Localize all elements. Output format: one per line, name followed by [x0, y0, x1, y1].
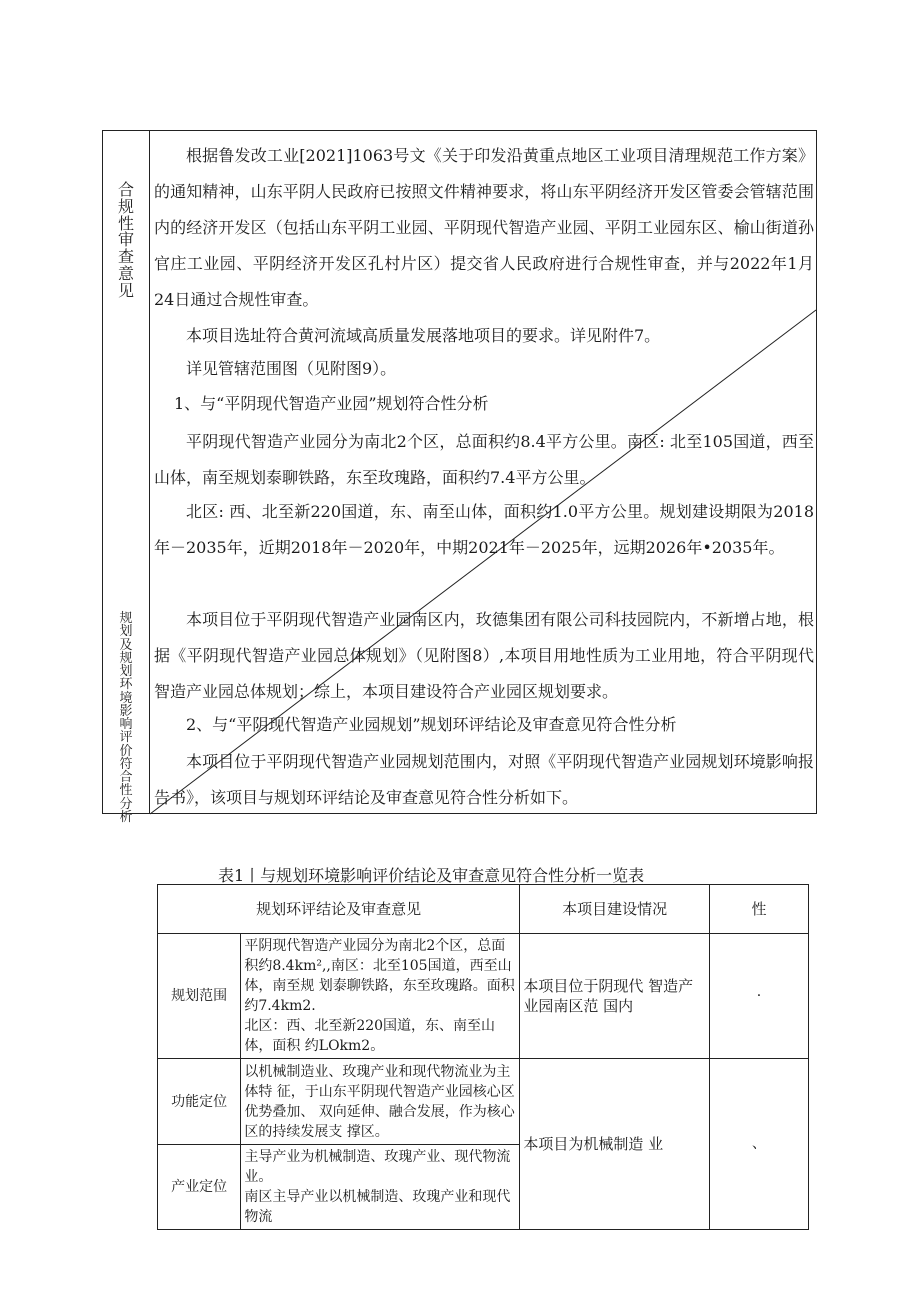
- heading-section-1: 1、与“平阴现代智造产业园”规划符合性分析: [174, 394, 489, 413]
- row-project: 本项目位于阴现代 智造产业园南区范 国内: [520, 934, 710, 1059]
- table-header-row: [158, 885, 809, 934]
- row-category: 产业定位: [158, 1145, 241, 1230]
- paragraph-yellow-river: 本项目选址符合黄河流域高质量发展落地项目的要求。详见附件7。: [186, 326, 661, 345]
- side-label-char: 规: [119, 611, 133, 626]
- row-project: 本项目为机械制造 业: [520, 1059, 710, 1230]
- side-label-char: 环: [119, 677, 133, 693]
- table-row: [158, 934, 809, 1059]
- side-label-char: 规: [117, 196, 134, 216]
- side-label-char: 分: [119, 796, 133, 812]
- table-caption: 表1丨与规划环境影响评价结论及审查意见符合性分析一览表: [218, 866, 645, 885]
- header-conformity: 性: [709, 885, 808, 934]
- side-label-char: 性: [117, 213, 134, 233]
- side-label-char: 划: [119, 664, 133, 679]
- side-label-char: 析: [119, 809, 133, 825]
- row-content: 主导产业为机械制造、玫瑰产业、现代物流业。 南区主导产业以机械制造、玫瑰产业和现代物流: [241, 1145, 520, 1230]
- row-content: 平阴现代智造产业园分为南北2个区，总面积约8.4km²,,南区：北至105国道，西至山体，南至规 划泰聊铁路，东至玫瑰路。面积约7.4km2. 北区：西、北至新220国道，东、南至山体，面积 约LOkm2。: [241, 934, 520, 1059]
- row-category: 功能定位: [158, 1059, 241, 1145]
- row-content: 以机械制造业、玫瑰产业和现代物流业为主体特 征，于山东平阴现代智造产业园核心区优势叠加、 双向延伸、融合发展，作为核心区的持续发展支 撑区。: [241, 1059, 520, 1145]
- row-category: 规划范围: [158, 934, 241, 1059]
- side-label-char: 意: [117, 263, 134, 283]
- heading-section-2: 2、与“平阴现代智造产业园规划”规划环评结论及审查意见符合性分析: [186, 715, 677, 734]
- paragraph-park-south: 平阴现代智造产业园分为南北2个区，总面积约8.4平方公里。南区: 北至105国道，西至山体，南至规划泰聊铁路，东至玫瑰路，面积约7.4平方公里。: [154, 432, 814, 487]
- side-label-char: 境: [119, 690, 133, 706]
- side-label-char: 评: [119, 730, 133, 746]
- row-conformity: ·: [709, 934, 808, 1059]
- side-label-compliance: [116, 182, 136, 300]
- side-label-char: 响: [119, 717, 133, 732]
- side-label-char: 审: [117, 230, 134, 250]
- paragraph-compliance: 根据鲁发改工业[2021]1063号文《关于印发沿黄重点地区工业项目清理规范工作方案》的通知精神，山东平阴人民政府已按照文件精神要求，将山东平阴经济开发区管委会管辖范围内的经济开发区（包括山东平阴工业园、平阴现代智造产业园、平阴工业园东区、榆山街道孙官庄工业园、平阴经济开发区孔村片区）提交省人民政府进行合规性审查，并与2022年1月24日通过合规性审查。: [154, 146, 814, 309]
- side-label-char: 合: [117, 180, 134, 199]
- paragraph-project-location: 本项目位于平阴现代智造产业园南区内，玫德集团有限公司科技园院内，不新增占地，根据《平阴现代智造产业园总体规划》（见附图8）,本项目用地性质为工业用地，符合平阴现代智造产业园总体规划；综上，本项目建设符合产业园区规划要求。: [154, 610, 814, 701]
- side-label-planning: [116, 612, 136, 824]
- table-row: [158, 1059, 809, 1145]
- side-label-char: 价: [119, 743, 133, 759]
- side-label-char: 影: [119, 703, 133, 719]
- side-label-char: 见: [117, 280, 134, 300]
- header-conclusion: 规划环评结论及审查意见: [158, 885, 520, 934]
- side-label-char: 查: [117, 247, 134, 267]
- side-label-char: 划: [119, 624, 133, 640]
- row-conformity: 、: [709, 1059, 808, 1230]
- conformity-table: [157, 884, 809, 1230]
- paragraph-map-ref: 详见管辖范围图（见附图9）。: [186, 359, 397, 378]
- side-label-char: 符: [119, 756, 133, 772]
- paragraph-park-north: 北区: 西、北至新220国道，东、南至山体，面积约1.0平方公里。规划建设期限为2018年－2035年，近期2018年－2020年，中期2021年－2025年，远期2026年•2035年。: [154, 502, 814, 557]
- side-label-char: 规: [119, 650, 133, 666]
- side-label-char: 性: [119, 783, 133, 799]
- side-label-char: 合: [119, 770, 133, 785]
- paragraph-eia-intro: 本项目位于平阴现代智造产业园规划范围内，对照《平阴现代智造产业园规划环境影响报告书》，该项目与规划环评结论及审查意见符合性分析如下。: [154, 752, 814, 807]
- header-project: 本项目建设情况: [520, 885, 710, 934]
- side-label-char: 及: [119, 637, 133, 653]
